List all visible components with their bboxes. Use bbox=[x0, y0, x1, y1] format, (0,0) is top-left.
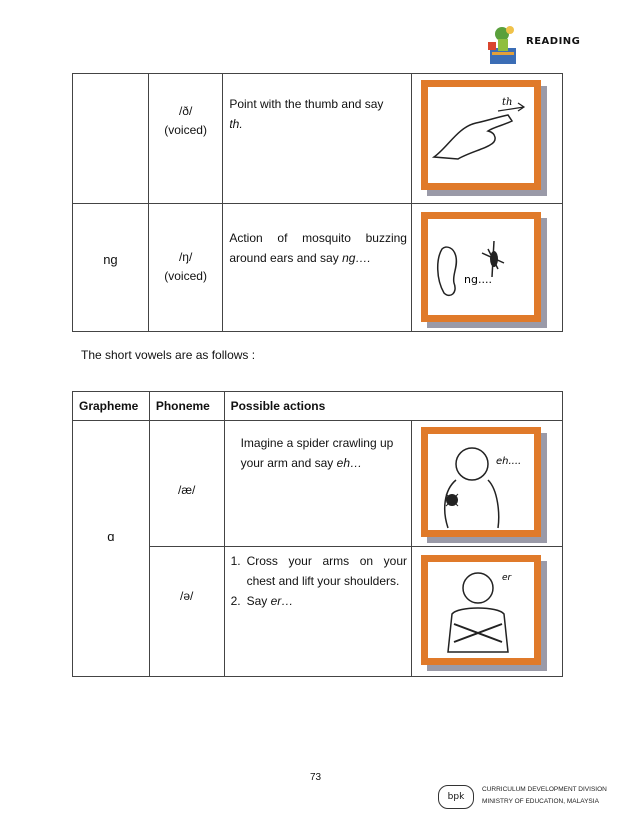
phoneme: /æ/ bbox=[178, 483, 196, 497]
action-sound: th. bbox=[229, 117, 243, 131]
image-cell bbox=[411, 421, 562, 547]
action-cell bbox=[223, 74, 412, 204]
action-cell bbox=[224, 547, 411, 677]
card-label: er bbox=[501, 573, 512, 583]
crossed-arms-icon bbox=[428, 562, 534, 658]
logo-text: READING bbox=[526, 36, 581, 47]
action-cell bbox=[224, 421, 411, 547]
reading-figure-icon bbox=[486, 22, 522, 68]
action-text: Imagine a spider crawling up your arm and say bbox=[240, 436, 394, 470]
image-cell bbox=[411, 204, 562, 332]
header-grapheme: Grapheme bbox=[73, 392, 150, 421]
mosquito-ear-picture bbox=[421, 212, 541, 322]
action-sound: eh… bbox=[336, 456, 362, 470]
table-row bbox=[73, 74, 563, 204]
short-vowels-caption: The short vowels are as follows : bbox=[81, 348, 256, 362]
thumb-point-picture bbox=[421, 80, 541, 190]
phoneme-note: (voiced) bbox=[164, 123, 207, 137]
short-vowel-table bbox=[72, 391, 563, 677]
phoneme: /ð/ bbox=[178, 104, 193, 118]
action-text: Point with the thumb and say bbox=[229, 97, 384, 111]
reading-logo bbox=[486, 22, 581, 68]
card-label: ng.... bbox=[463, 273, 492, 286]
action-sound: ng…. bbox=[342, 251, 371, 265]
thumb-icon bbox=[428, 87, 534, 183]
phoneme-note: (voiced) bbox=[164, 269, 207, 283]
header-phoneme: Phoneme bbox=[149, 392, 224, 421]
crossed-arms-picture bbox=[421, 555, 541, 665]
table-row bbox=[73, 204, 563, 332]
grapheme-cell bbox=[73, 204, 149, 332]
grapheme-cell bbox=[73, 74, 149, 204]
phoneme: /ə/ bbox=[180, 589, 194, 603]
spider-icon bbox=[428, 434, 534, 530]
phoneme: /ŋ/ bbox=[178, 250, 193, 264]
mosquito-icon bbox=[428, 219, 534, 315]
spider-arm-picture bbox=[421, 427, 541, 537]
header-actions: Possible actions bbox=[224, 392, 562, 421]
bpk-logo-icon: bpk bbox=[438, 785, 474, 809]
list-item: 1. Cross your arms on your chest and lift your shoulders. bbox=[230, 554, 407, 588]
image-cell bbox=[411, 547, 562, 677]
page-number: 73 bbox=[310, 772, 322, 783]
grapheme: ng bbox=[103, 252, 118, 267]
grapheme-cell bbox=[73, 421, 150, 677]
header-row bbox=[73, 392, 563, 421]
consonant-table bbox=[72, 73, 563, 332]
card-label: eh.... bbox=[495, 456, 522, 467]
image-cell bbox=[411, 74, 562, 204]
phoneme-cell bbox=[148, 204, 222, 332]
footer bbox=[438, 782, 628, 812]
grapheme: ɑ bbox=[107, 529, 115, 544]
action-cell bbox=[223, 204, 412, 332]
footer-line-2: MINISTRY OF EDUCATION, MALAYSIA bbox=[482, 798, 599, 805]
phoneme-cell bbox=[149, 547, 224, 677]
phoneme-cell bbox=[148, 74, 222, 204]
footer-line-1: CURRICULUM DEVELOPMENT DIVISION bbox=[482, 786, 607, 793]
card-label: th bbox=[501, 97, 513, 108]
list-item: 2. Say er… bbox=[230, 594, 294, 608]
phoneme-cell bbox=[149, 421, 224, 547]
action-text: Action of mosquito buzzing around ears and say bbox=[229, 231, 407, 265]
table-row bbox=[73, 421, 563, 547]
